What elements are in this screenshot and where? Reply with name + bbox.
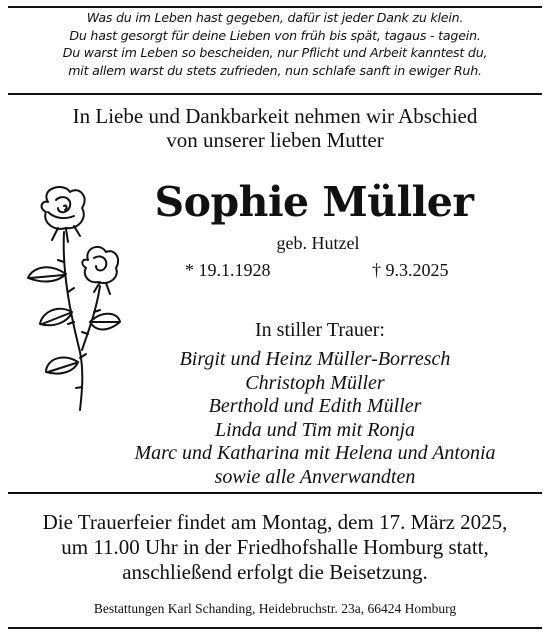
mourner-line: Marc und Katharina mit Helena und Antonia [134,442,496,464]
poem-line: Was du im Leben hast gegeben, dafür ist jeder Dank zu klein. [86,10,464,25]
bottom-border [8,627,542,629]
mourner-line: Birgit und Heinz Müller-Borresch [179,348,451,370]
poem-line: Du hast gesorgt für deine Lieben von früh bis spät, tagaus - tagein. [69,27,481,43]
mourner-list [80,348,550,489]
funeral-home-address: Bestattungen Karl Schanding, Heidebruchstr. 23a, 66424 Homburg [93,601,457,616]
intro-line: von unserer lieben Mutter [166,128,384,152]
death-date: † 9.3.2025 [372,260,449,280]
intro-line: In Liebe und Dankbarkeit nehmen wir Abschied [72,104,478,128]
mourner-line: Christoph Müller [245,371,385,394]
ceremony-line: anschließend erfolgt die Beisetzung. [122,560,428,584]
farewell-intro [0,104,550,152]
mourner-line: Linda und Tim mit Ronja [214,418,416,441]
poem-line: mit allem warst du stets zufrieden, nun schlafe sanft in ewiger Ruh. [68,62,482,78]
memorial-poem [0,9,550,79]
ceremony-line: um 11.00 Uhr in der Friedhofshalle Homburg statt, [61,535,489,559]
poem-divider [8,93,542,95]
ceremony-line: Die Trauerfeier findet am Montag, dem 17. März 2025, [42,510,508,534]
mourner-line: Berthold und Edith Müller [208,395,422,417]
ceremony-divider [8,492,542,494]
funeral-details [0,510,550,585]
top-border [8,6,542,8]
mourner-line: sowie alle Anverwandten [214,465,416,488]
mourning-heading: In stiller Trauer: [255,319,385,341]
birth-date: * 19.1.1928 [185,260,271,280]
deceased-name: Sophie Müller [154,178,474,226]
birth-name: geb. Hutzel [276,233,360,253]
poem-line: Du warst im Leben so bescheiden, nur Pflicht und Arbeit kanntest du, [62,45,488,61]
